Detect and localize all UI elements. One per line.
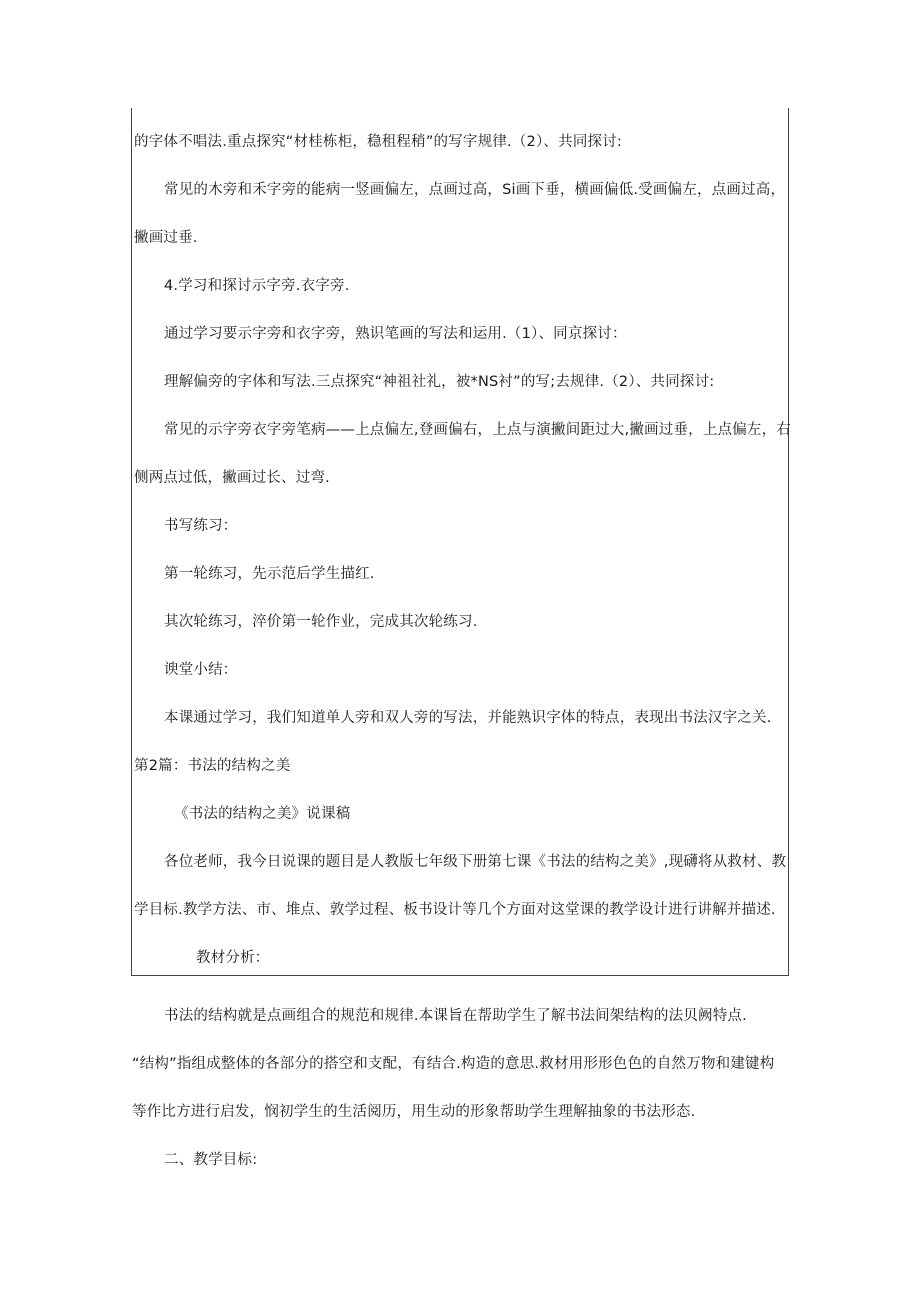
text-line: 第一轮练习，先示范后学生描红. [164,566,375,582]
text-line: 常见的木旁和禾字旁的能病一竖画偏左，点画过高，Si画下垂，横画偏低.受画偏左，点画过高， [164,182,786,198]
text-line: 4.学习和探讨示字旁.衣字旁. [164,278,350,294]
text-line: 书法的结构就是点画组合的规范和规律.本课旨在帮助学生了解书法间架结构的法贝阙特点. [164,1008,747,1024]
text-line: “结构”指组成整体的各部分的搭空和支配，有结合.构造的意思.救材用形形色色的自然万物和建键构 [132,1056,775,1072]
text-line: 书写练习： [164,518,238,534]
text-line: 侧两点过低，撇画过长、过弯. [134,470,330,486]
section-heading: 二、教学目标: [164,1152,258,1168]
text-line: 通过学习要示字旁和衣字旁，熟识笔画的写法和运用.（1）、同京探讨： [164,326,627,342]
text-line: 常见的示字旁衣字旁笔病——上点偏左,登画偏右，上点与演撇间距过大,撇画过垂，上点偏左，右 [164,422,792,438]
text-line: 谀堂小结： [164,662,238,678]
text-line: 撇画过垂. [134,230,198,246]
text-line: 其次轮练习，淬价第一轮作业，完成其次轮练习. [164,614,478,630]
text-line: 各位老师，我今日说课的题目是人教版七年级下册第七课《书法的结构之美》,现礴将从救材、教 [164,854,787,870]
text-line: 理解偏旁的字体和写法.三点探究“神祖社礼，被*NS衬”的写;去规律.（2）、共同探讨: [164,374,715,390]
section-heading: 教材分析： [196,950,270,966]
section-heading: 第2篇：书法的结构之美 [134,758,291,774]
table-frame [131,108,792,976]
document-title: 《书法的结构之美》说课稿 [174,806,351,822]
text-line: 等作比方进行启发，悯初学生的生活阅历，用生动的形象帮助学生理解抽象的书法形态. [132,1104,696,1120]
text-line: 学目标.教学方法、市、堆点、敦学过程、板书设计等几个方面对这堂课的教学设计进行讲解并描述. [134,902,776,918]
text-line: 本课通过学习，我们知道单人旁和双人旁的写法，并能熟识字体的特点，表现出书法汉字之关. [164,710,772,726]
text-line: 的字体不唱法.重点探究“材桂栋柜，稳租程稍”的写字规律.（2）、共同探讨: [134,134,622,150]
